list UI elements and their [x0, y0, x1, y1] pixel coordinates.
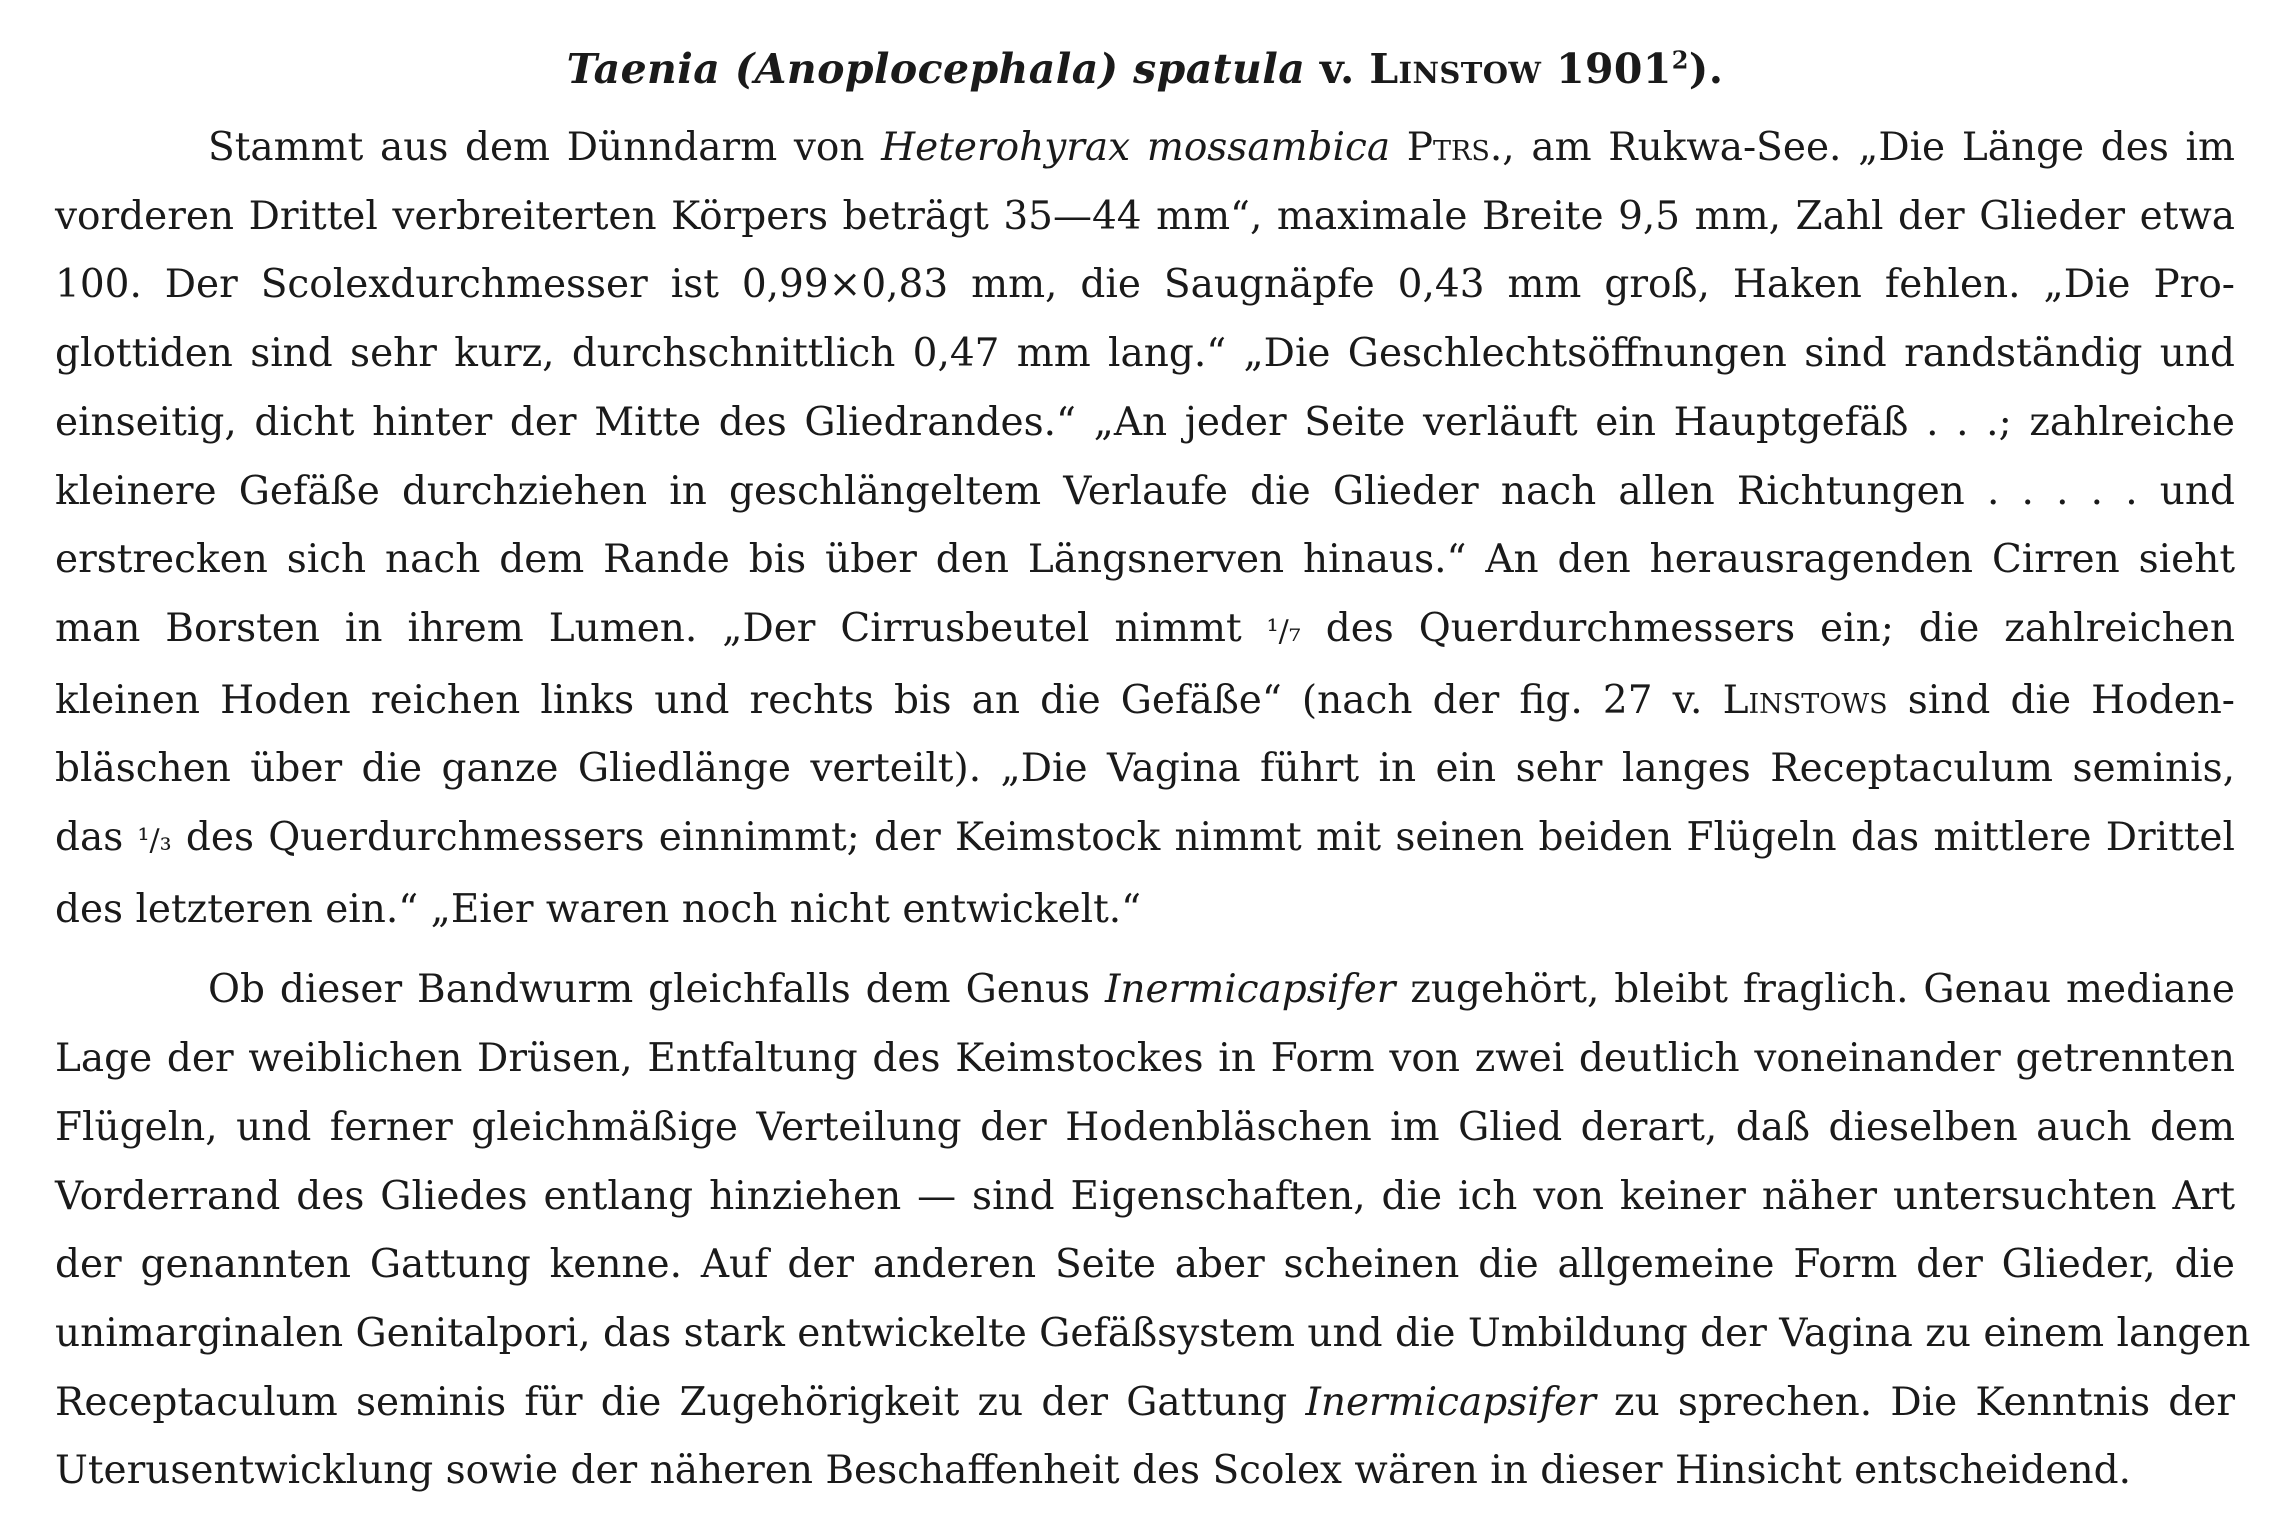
text-line: kleinere Gefäße durchziehen in geschlängeltem Verlaufe die Glieder nach allen Richtungen . . . . . und — [55, 468, 2235, 514]
text-line: Lage der weiblichen Drüsen, Entfaltung des Keimstockes in Form von zwei deutlich voneinander getrennten — [55, 1036, 2235, 1082]
section-heading — [55, 40, 2235, 98]
italic-term: Inermicapsifer — [1305, 1379, 1596, 1425]
text-line: Receptaculum seminis für die Zugehörigkeit zu der Gattung Inermicapsifer zu sprechen. Die Kenntnis der — [55, 1379, 2235, 1425]
heading-closing: ). — [1688, 45, 1724, 93]
author-name: Linstow — [1369, 45, 1542, 93]
italic-term: Heterohyrax mossambica — [881, 125, 1391, 170]
text-line: 100. Der Scolexdurchmesser ist 0,99×0,83 mm, die Saugnäpfe 0,43 mm groß, Haken fehlen. „Die Pro- — [55, 262, 2235, 308]
text-line: unimarginalen Genitalpori, das stark entwickelte Gefäßsystem und die Umbildung der Vagina zu einem langen — [55, 1310, 2251, 1356]
small-caps-name: Ptrs. — [1406, 125, 1503, 170]
text-line: Vorderrand des Gliedes entlang hinziehen — sind Eigenschaften, die ich von keiner näher untersuchten Art — [55, 1173, 2235, 1219]
text-line: des letzteren ein.“ „Eier waren noch nicht entwickelt.“ — [55, 886, 1142, 932]
text-line: Stammt aus dem Dünndarm von Heterohyrax mossambica Ptrs., am Rukwa-See. „Die Länge des im — [208, 125, 2235, 170]
text-line: das ¹/₃ des Querdurchmessers einnimmt; der Keimstock nimmt mit seinen beiden Flügeln das mittlere Drittel — [55, 815, 2235, 861]
author-prefix: v. — [1319, 45, 1355, 93]
text-line: kleinen Hoden reichen links und rechts bis an die Gefäße“ (nach der fig. 27 v. Linstows sind die Hoden- — [55, 677, 2235, 723]
small-caps-name: Linstows — [1722, 677, 1888, 723]
paragraph-2 — [55, 956, 2251, 1506]
text-line: Uterusentwicklung sowie der näheren Beschaffenheit des Scolex wären in dieser Hinsicht entscheidend. — [55, 1448, 2131, 1494]
text-line: Flügeln, und ferner gleichmäßige Verteilung der Hodenbläschen im Glied derart, daß dieselben auch dem — [55, 1104, 2235, 1150]
text-line: man Borsten in ihrem Lumen. „Der Cirrusbeutel nimmt ¹/₇ des Querdurchmessers ein; die zahlreichen — [55, 605, 2235, 651]
text-line: der genannten Gattung kenne. Auf der anderen Seite aber scheinen die allgemeine Form der Glieder, die — [55, 1242, 2235, 1288]
fraction: ¹/₃ — [137, 823, 172, 859]
year: 1901 — [1556, 45, 1672, 93]
footnote-reference: 2 — [1671, 45, 1689, 75]
text-line: glottiden sind sehr kurz, durchschnittlich 0,47 mm lang.“ „Die Geschlechtsöffnungen sind randständig und — [55, 331, 2235, 377]
text-line: bläschen über die ganze Gliedlänge verteilt). „Die Vagina führt in ein sehr langes Receptaculum seminis, — [55, 746, 2235, 792]
text-line: einseitig, dicht hinter der Mitte des Gliedrandes.“ „An jeder Seite verläuft ein Hauptgefäß . . .; zahlreiche — [55, 399, 2235, 445]
fraction: ¹/₇ — [1266, 613, 1301, 649]
species-name: Taenia (Anoplocephala) spatula — [566, 45, 1306, 93]
text-line: erstrecken sich nach dem Rande bis über den Längsnerven hinaus.“ An den herausragenden Cirren sieht — [55, 537, 2235, 583]
italic-term: Inermicapsifer — [1105, 967, 1396, 1013]
document-page — [55, 40, 2251, 1500]
text-line: vorderen Drittel verbreiterten Körpers beträgt 35—44 mm“, maximale Breite 9,5 mm, Zahl der Glieder etwa — [55, 193, 2235, 239]
paragraph-1 — [55, 114, 2235, 944]
text-line: Ob dieser Bandwurm gleichfalls dem Genus Inermicapsifer zugehört, bleibt fraglich. Genau mediane — [208, 967, 2235, 1013]
